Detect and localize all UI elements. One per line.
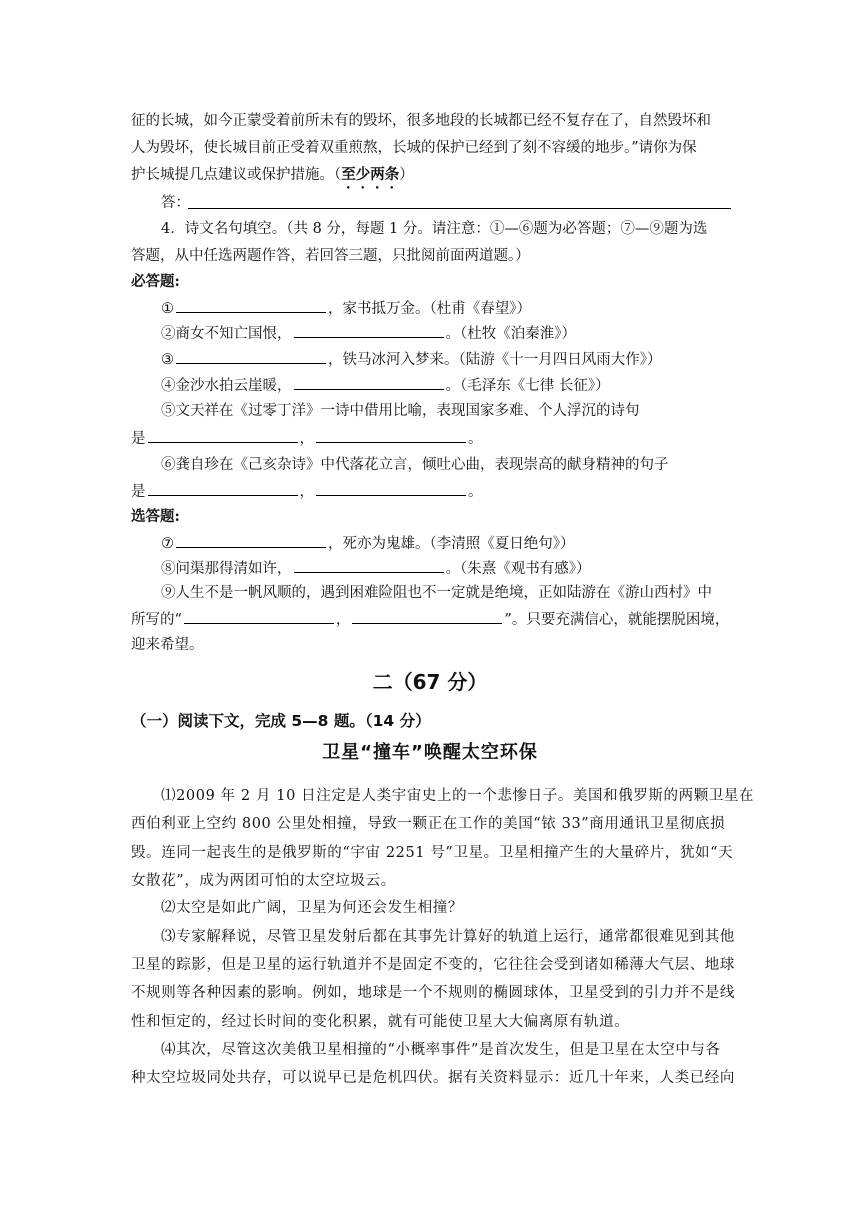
q3-answer-label: 答：: [161, 195, 190, 211]
q4-item-2: ②商女不知亡国恨， 。（杜牧《泊秦淮》）: [131, 323, 761, 344]
fill-blank[interactable]: [176, 533, 326, 548]
paragraph-3-line-2: 卫星的踪影，但是卫星的运行轨道并不是固定不变的，它往往会受到诸如稀薄大气层、地球: [131, 957, 735, 973]
fill-blank[interactable]: [148, 481, 298, 496]
fill-blank[interactable]: [294, 323, 444, 338]
paragraph-3-line-3: 不规则等各种因素的影响。例如，地球是一个不规则的椭圆球体，卫星受到的引力并不是线: [131, 985, 735, 1001]
paragraph-1-line-2: 西伯利亚上空约 800 公里处相撞，导致一颗正在工作的美国“铱 33”商用通讯卫星彻底损: [131, 816, 726, 832]
paragraph-3-line-1: ⑶专家解释说，尽管卫星发射后都在其事先计算好的轨道上运行，通常都很难见到其他: [161, 929, 735, 945]
optional-label: 选答题:: [131, 508, 180, 525]
reading-instruction: （一）阅读下文，完成 5—8 题。（14 分）: [131, 712, 431, 730]
q3-text-line-3: 护长城提几点建议或保护措施。（至少两条）: [131, 166, 414, 183]
emphasis-at-least-two: 至少两条: [341, 166, 400, 183]
q4-item-9-line-1: ⑨人生不是一帆风顺的，遇到困难险阻也不一定就是绝境，正如陆游在《游山西村》中: [161, 585, 712, 601]
fill-blank[interactable]: [294, 375, 444, 390]
q4-item-4: ④金沙水拍云崖暖， 。（毛泽东《七律 长征》）: [131, 375, 761, 396]
q4-intro-line-1: 4．诗文名句填空。（共 8 分，每题 1 分。请注意：①—⑥题为必答题；⑦—⑨题为选: [161, 221, 708, 237]
q4-item-6-line-1: ⑥龚自珍在《己亥杂诗》中代落花立言，倾吐心曲，表现崇高的献身精神的句子: [161, 457, 669, 473]
fill-blank[interactable]: [148, 428, 298, 443]
q4-item-8: ⑧问渠那得清如许， 。（朱熹《观书有感》）: [131, 558, 761, 579]
q4-item-9-line-3: 迎来希望。: [131, 637, 204, 653]
q4-item-6-line-2: 是 ， 。: [131, 481, 731, 502]
fill-blank[interactable]: [176, 349, 326, 364]
fill-blank[interactable]: [316, 481, 466, 496]
paragraph-2: ⑵太空是如此广阔，卫星为何还会发生相撞？: [161, 900, 463, 916]
fill-blank[interactable]: [184, 609, 334, 624]
q4-item-5-line-2: 是 ， 。: [131, 428, 731, 449]
paragraph-1-line-3: 毁。连同一起丧生的是俄罗斯的“宇宙 2251 号”卫星。卫星相撞产生的大量碎片，犹如“天: [131, 845, 734, 861]
article-title: 卫星“撞车”唤醒太空环保: [322, 742, 538, 763]
q3-text-line-1: 征的长城，如今正蒙受着前所未有的毁坏，很多地段的长城都已经不复存在了，自然毁坏和: [131, 113, 711, 129]
required-label: 必答题:: [131, 273, 180, 290]
q4-item-1: ① ，家书抵万金。（杜甫《春望》）: [131, 298, 761, 319]
q4-intro-line-2: 答题，从中任选两题作答，若回答三题，只批阅前面两道题。）: [131, 248, 530, 264]
fill-blank[interactable]: [176, 298, 326, 313]
paragraph-1-line-4: 女散花”，成为两团可怕的太空垃圾云。: [131, 873, 396, 889]
q3-text-line-2: 人为毁坏，使长城目前正受着双重煎熬，长城的保护已经到了刻不容缓的地步。”请你为保: [131, 140, 697, 156]
q3-answer-blank[interactable]: [188, 208, 731, 209]
paragraph-4-line-2: 种太空垃圾同处共存，可以说早已是危机四伏。据有关资料显示：近几十年来，人类已经向: [131, 1070, 735, 1086]
paragraph-1-line-1: ⑴2009 年 2 月 10 日注定是人类宇宙史上的一个悲惨日子。美国和俄罗斯的两颗卫星在: [161, 788, 755, 804]
paragraph-4-line-1: ⑷其次，尽管这次美俄卫星相撞的“小概率事件”是首次发生，但是卫星在太空中与各: [161, 1042, 721, 1058]
q4-item-5-line-1: ⑤文天祥在《过零丁洋》一诗中借用比喻，表现国家多难、个人浮沉的诗句: [161, 403, 640, 419]
paragraph-3-line-4: 性和恒定的，经过长时间的变化积累，就有可能使卫星大大偏离原有轨道。: [131, 1014, 630, 1030]
fill-blank[interactable]: [352, 609, 502, 624]
q4-item-9-line-2: 所写的“ ， ”。只要充满信心，就能摆脱困境，: [131, 609, 731, 630]
fill-blank[interactable]: [294, 558, 444, 573]
section-title: 二（67 分）: [372, 670, 488, 694]
fill-blank[interactable]: [316, 428, 466, 443]
q4-item-7: ⑦ ，死亦为鬼雄。（李清照《夏日绝句》）: [131, 533, 761, 554]
q4-item-3: ③ ，铁马冰河入梦来。（陆游《十一月四日风雨大作》）: [131, 349, 761, 370]
